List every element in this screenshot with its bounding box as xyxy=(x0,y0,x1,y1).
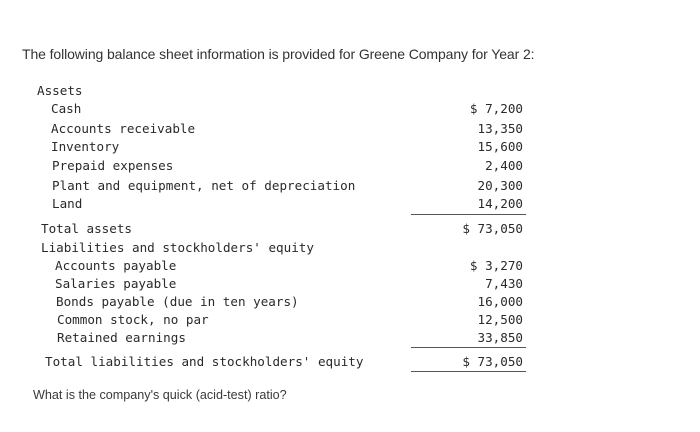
liability-value: 7,430 xyxy=(485,276,523,291)
liability-row xyxy=(0,293,700,311)
subtotal-rule xyxy=(411,347,526,348)
asset-row xyxy=(0,100,700,118)
asset-label: Prepaid expenses xyxy=(52,158,174,173)
liability-row xyxy=(0,275,700,293)
assets-heading-row xyxy=(0,82,700,100)
liability-value: $ 3,270 xyxy=(469,258,523,273)
asset-value: 20,300 xyxy=(477,178,523,193)
asset-row xyxy=(0,157,700,175)
total-liabilities-row xyxy=(0,353,700,371)
total-rule xyxy=(411,371,526,372)
asset-row xyxy=(0,120,700,138)
asset-label: Inventory xyxy=(51,139,120,154)
liability-label: Common stock, no par xyxy=(57,312,209,327)
liabilities-heading-row xyxy=(0,239,700,257)
liabilities-heading: Liabilities and stockholders' equity xyxy=(41,240,314,255)
total-assets-label: Total assets xyxy=(41,221,132,236)
liability-label: Bonds payable (due in ten years) xyxy=(56,294,299,309)
total-liabilities-value: $ 73,050 xyxy=(462,354,523,369)
liability-label: Retained earnings xyxy=(57,330,186,345)
liability-row xyxy=(0,257,700,275)
asset-value: 13,350 xyxy=(477,121,523,136)
total-liabilities-label: Total liabilities and stockholders' equity xyxy=(45,354,364,369)
liability-label: Accounts payable xyxy=(55,258,177,273)
asset-row xyxy=(0,138,700,156)
asset-value: 15,600 xyxy=(477,139,523,154)
asset-value: 2,400 xyxy=(485,158,523,173)
assets-heading: Assets xyxy=(37,83,83,98)
liability-row xyxy=(0,329,700,347)
page-title: The following balance sheet information is provided for Greene Company for Year 2: xyxy=(22,46,535,62)
asset-value: 14,200 xyxy=(477,196,523,211)
asset-label: Cash xyxy=(51,101,82,116)
liability-label: Salaries payable xyxy=(55,276,177,291)
question-text: What is the company's quick (acid-test) ratio? xyxy=(33,388,287,402)
liability-value: 33,850 xyxy=(477,330,523,345)
liability-row xyxy=(0,311,700,329)
liability-value: 12,500 xyxy=(477,312,523,327)
asset-label: Land xyxy=(52,196,83,211)
total-assets-row xyxy=(0,220,700,238)
asset-label: Accounts receivable xyxy=(51,121,196,136)
asset-row xyxy=(0,177,700,195)
asset-row xyxy=(0,195,700,213)
asset-label: Plant and equipment, net of depreciation xyxy=(52,178,356,193)
asset-value: $ 7,200 xyxy=(469,101,523,116)
total-assets-value: $ 73,050 xyxy=(462,221,523,236)
liability-value: 16,000 xyxy=(477,294,523,309)
subtotal-rule xyxy=(411,214,526,215)
